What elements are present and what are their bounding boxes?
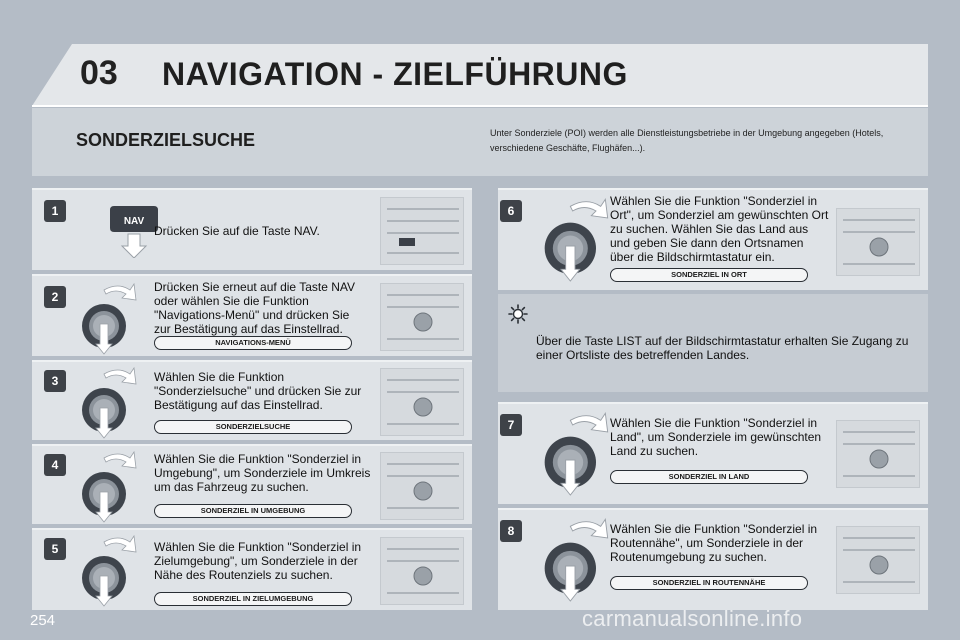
radio-panel-thumbnail — [380, 283, 464, 351]
radio-panel-thumbnail — [380, 197, 464, 265]
step-number-badge: 2 — [44, 286, 66, 308]
step-3-panel — [32, 360, 472, 440]
watermark: carmanualsonline.info — [582, 606, 803, 631]
radio-panel-thumbnail — [836, 526, 920, 594]
step-7-text: Wählen Sie die Funktion "Sonderziel in Land", um Sonderziele im gewünschten Land zu suchen. — [610, 416, 822, 458]
menu-label-pill: SONDERZIELSUCHE — [154, 420, 352, 434]
rotary-knob-icon — [78, 364, 138, 440]
chapter-number: 03 — [80, 54, 118, 92]
radio-panel-thumbnail — [836, 420, 920, 488]
step-3-text: Wählen Sie die Funktion "Sonderzielsuche" und drücken Sie zur Bestätigung auf das Einstellrad. — [154, 370, 362, 412]
radio-panel-thumbnail — [836, 208, 920, 276]
menu-label-pill: SONDERZIEL IN ZIELUMGEBUNG — [154, 592, 352, 606]
menu-label-pill: NAVIGATIONS-MENÜ — [154, 336, 352, 350]
svg-text:NAV: NAV — [123, 216, 145, 227]
tip-text: Über die Taste LIST auf der Bildschirmtastatur erhalten Sie Zugang zu einer Ortsliste des betreffenden Landes. — [536, 334, 909, 362]
intro-band — [32, 108, 928, 176]
tip-panel — [498, 294, 928, 392]
step-number-badge: 4 — [44, 454, 66, 476]
section-title: SONDERZIELSUCHE — [76, 130, 256, 150]
step-2-text: Drücken Sie erneut auf die Taste NAV oder wählen Sie die Funktion "Navigations-Menü" und drücken Sie zur Bestätigung auf das Einstellrad. — [154, 280, 355, 336]
nav-button-icon — [108, 204, 160, 258]
step-1-panel — [32, 188, 472, 270]
step-4-text: Wählen Sie die Funktion "Sonderziel in Umgebung", um Sonderziele im Umkreis um das Fahrzeug zu suchen. — [154, 452, 371, 494]
radio-panel-thumbnail — [380, 537, 464, 605]
rotary-knob-icon — [78, 532, 138, 608]
step-number-badge: 5 — [44, 538, 66, 560]
step-8-text: Wählen Sie die Funktion "Sonderziel in Routennähe", um Sonderziele in der Routenumgebung zu suchen. — [610, 522, 818, 564]
step-1-text: Drücken Sie auf die Taste NAV. — [154, 224, 320, 238]
step-number-badge: 8 — [500, 520, 522, 542]
intro-text: Unter Sonderziele (POI) werden alle Dienstleistungsbetriebe in der Umgebung angegeben (Hotels, verschiedene Geschäfte, Flughäfen...). — [490, 128, 884, 153]
step-number-badge: 6 — [500, 200, 522, 222]
rotary-knob-icon — [78, 448, 138, 524]
page-number: 254 — [30, 612, 56, 629]
rotary-knob-icon — [540, 408, 610, 498]
step-8-panel — [498, 508, 928, 610]
menu-label-pill: SONDERZIEL IN ROUTENNÄHE — [610, 576, 808, 590]
rotary-knob-icon — [78, 280, 138, 356]
step-6-panel — [498, 188, 928, 290]
rotary-knob-icon — [540, 514, 610, 604]
step-7-panel — [498, 402, 928, 504]
menu-label-pill: SONDERZIEL IN ORT — [610, 268, 808, 282]
step-number-badge: 7 — [500, 414, 522, 436]
menu-label-pill: SONDERZIEL IN LAND — [610, 470, 808, 484]
step-6-text: Wählen Sie die Funktion "Sonderziel in Ort", um Sonderziel am gewünschten Ort zu suchen. Wählen Sie das Land aus und geben Sie dann den Ortsnamen über die Bildschirmtastatur ein. — [610, 194, 829, 264]
page-title: NAVIGATION - ZIELFÜHRUNG — [162, 56, 628, 92]
menu-label-pill: SONDERZIEL IN UMGEBUNG — [154, 504, 352, 518]
rotary-knob-icon — [540, 194, 610, 284]
step-number-badge: 3 — [44, 370, 66, 392]
step-4-panel — [32, 444, 472, 524]
step-5-panel — [32, 528, 472, 610]
step-number-badge: 1 — [44, 200, 66, 222]
chapter-header — [32, 44, 928, 106]
lightbulb-icon — [508, 304, 528, 324]
radio-panel-thumbnail — [380, 452, 464, 520]
step-5-text: Wählen Sie die Funktion "Sonderziel in Zielumgebung", um Sonderziele in der Nähe des Routenziels zu suchen. — [154, 540, 362, 582]
step-2-panel — [32, 274, 472, 356]
radio-panel-thumbnail — [380, 368, 464, 436]
